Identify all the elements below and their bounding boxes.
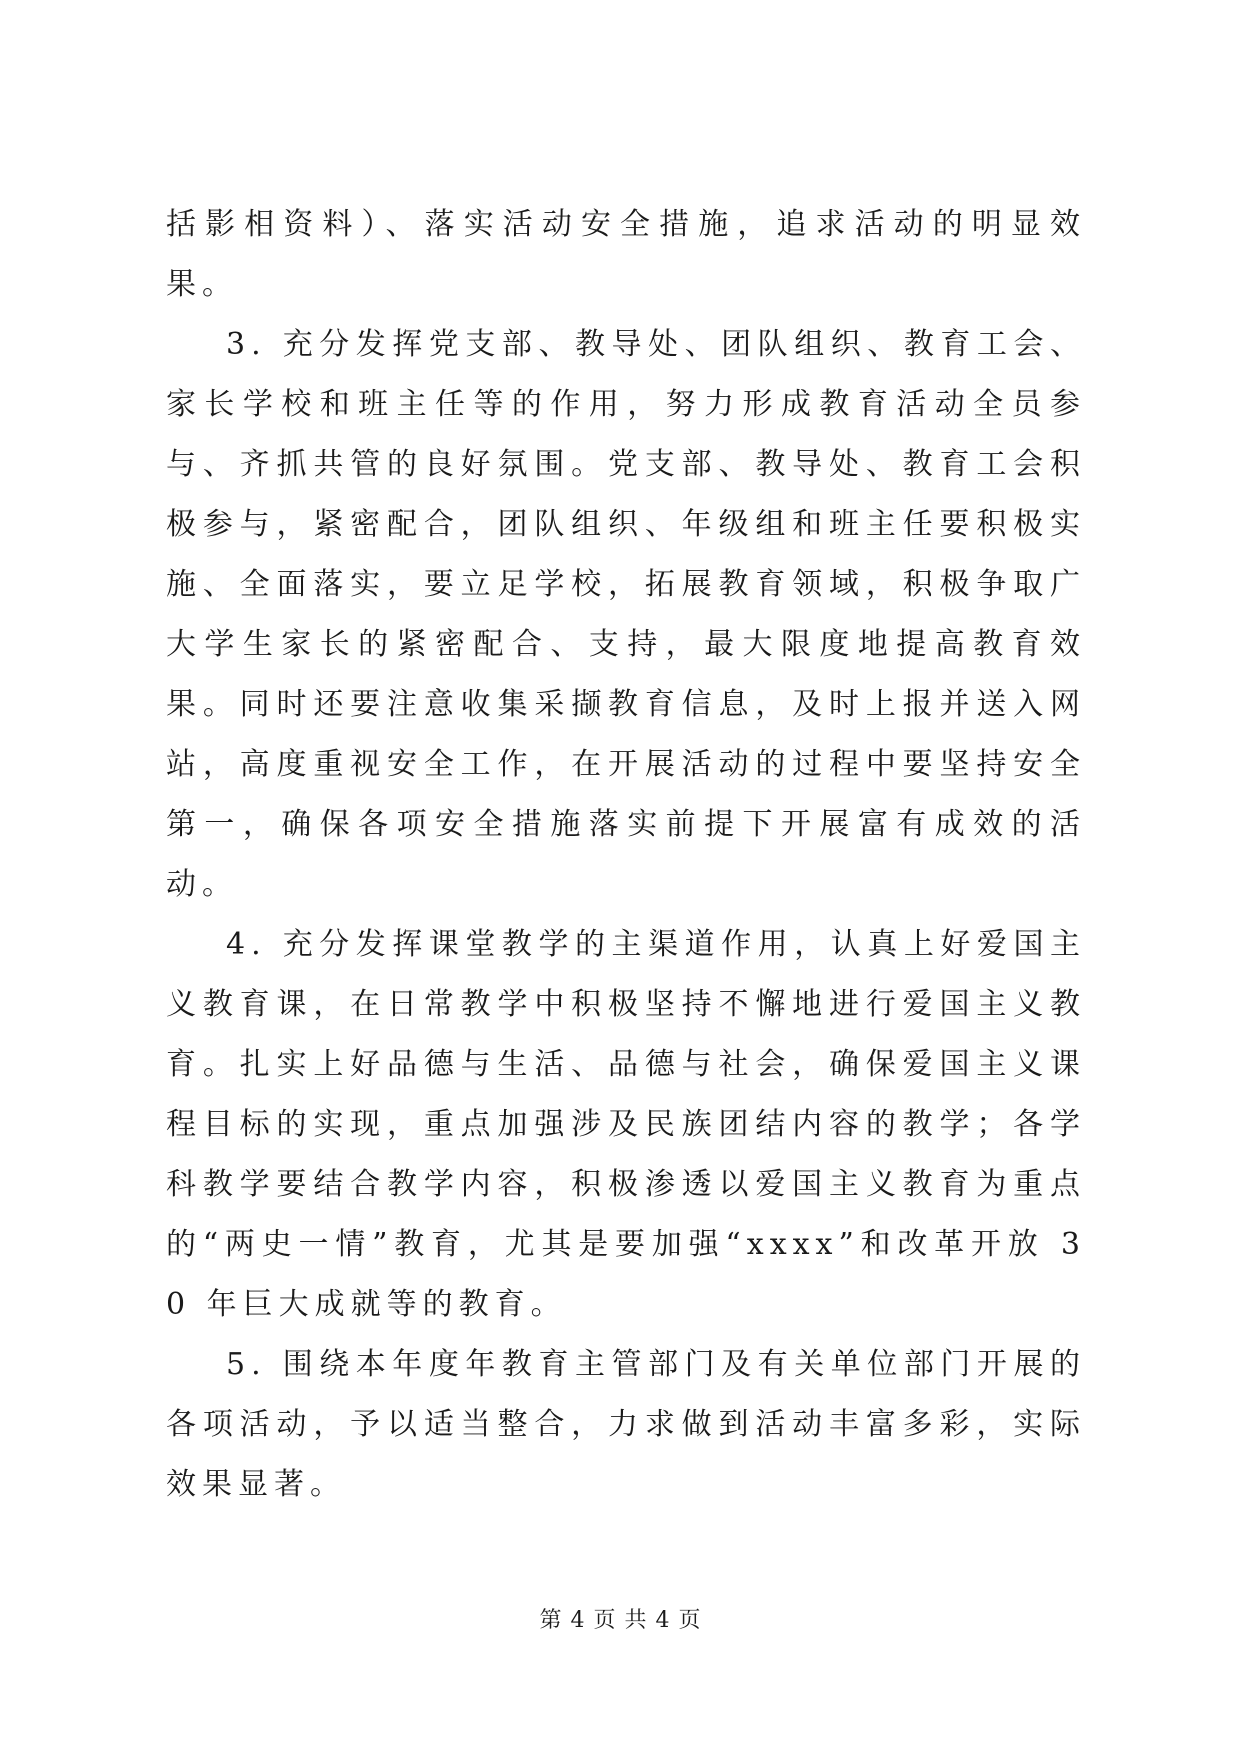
paragraph-item-5: 5. 围绕本年度年教育主管部门及有关单位部门开展的各项活动，予以适当整合，力求做到活动丰富多彩，实际效果显著。 (166, 1347, 1086, 1502)
paragraph-item-3: 3. 充分发挥党支部、教导处、团队组织、教育工会、家长学校和班主任等的作用，努力形成教育活动全员参与、齐抓共管的良好氛围。党支部、教导处、教育工会积极参与，紧密配合，团队组织、年级组和班主任要积极实施、全面落实，要立足学校，拓展教育领域，积极争取广大学生家长的紧密配合、支持，最大限度地提高教育效果。同时还要注意收集采撷教育信息，及时上报并送入网站，高度重视安全工作，在开展活动的过程中要坚持安全第一，确保各项安全措施落实前提下开展富有成效的活动。 (166, 327, 1086, 902)
paragraph-item-4: 4. 充分发挥课堂教学的主渠道作用，认真上好爱国主义教育课，在日常教学中积极坚持不懈地进行爱国主义教育。扎实上好品德与生活、品德与社会，确保爱国主义课程目标的实现，重点加强涉及民族团结内容的教学；各学科教学要结合教学内容，积极渗透以爱国主义教育为重点的“两史一情”教育，尤其是要加强“xxxx”和改革开放 30 年巨大成就等的教育。 (166, 927, 1086, 1322)
page-number-footer: 第 4 页 共 4 页 (539, 1608, 702, 1633)
paragraph-continuation: 括影相资料）、落实活动安全措施，追求活动的明显效果。 (166, 207, 1086, 302)
document-body (166, 195, 1086, 1515)
